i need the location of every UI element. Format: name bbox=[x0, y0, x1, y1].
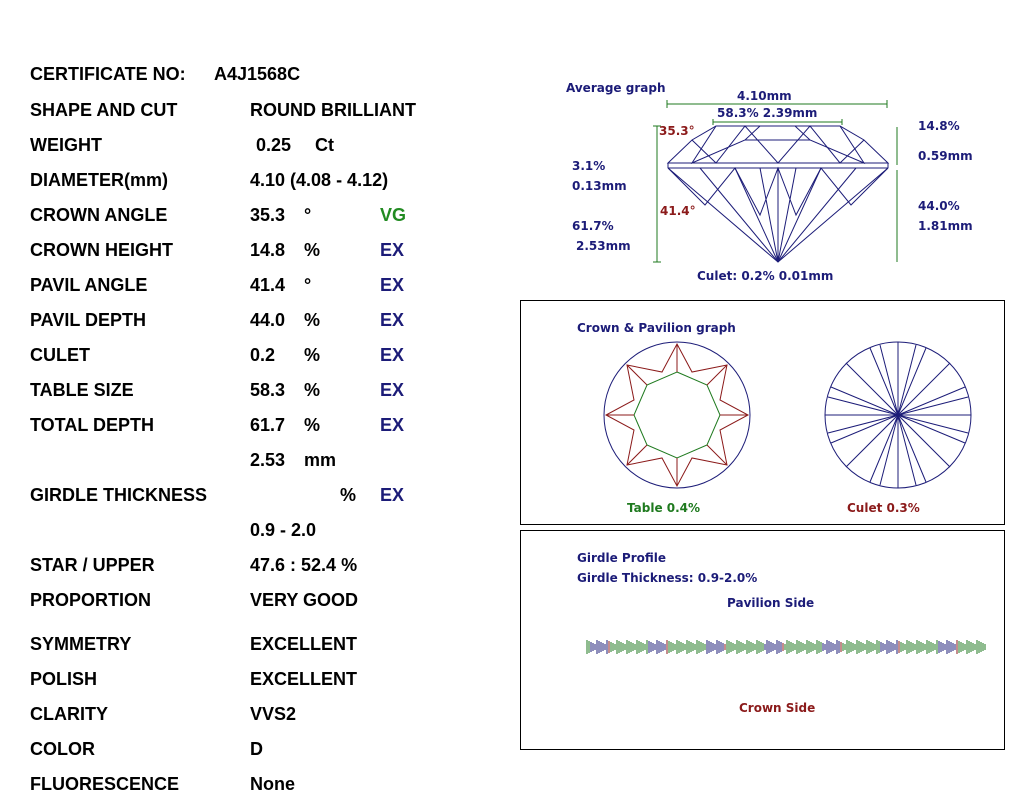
girdle-range: 0.9 - 2.0 bbox=[250, 520, 317, 540]
table-mm-label: 58.3% 2.39mm bbox=[717, 106, 818, 120]
crown-height-label: CROWN HEIGHT bbox=[30, 240, 173, 260]
pavil-angle-label: PAVIL ANGLE bbox=[30, 275, 148, 295]
color-value: D bbox=[250, 739, 263, 759]
total-depth-label: TOTAL DEPTH bbox=[30, 415, 155, 435]
shape-value: ROUND BRILLIANT bbox=[250, 100, 416, 120]
girdle-pct-label: 3.1% bbox=[572, 159, 606, 173]
crown-pavilion-title: Crown & Pavilion graph bbox=[577, 321, 736, 335]
clarity-value: VVS2 bbox=[250, 704, 297, 724]
crown-angle-grade: VG bbox=[380, 205, 407, 225]
pavil-depth-unit: % bbox=[304, 310, 321, 330]
total-depth-mm-label: 2.53mm bbox=[576, 239, 631, 253]
proportion-label: PROPORTION bbox=[30, 590, 152, 610]
certificate-label: CERTIFICATE NO: bbox=[30, 64, 186, 84]
culet-label: CULET bbox=[30, 345, 90, 365]
crown-height-value: 14.8 bbox=[250, 240, 286, 260]
pavil-depth-label: PAVIL DEPTH bbox=[30, 310, 147, 330]
table-size-grade: EX bbox=[380, 380, 405, 400]
pavilion-depth-pct-label: 44.0% bbox=[918, 199, 960, 213]
crown-height-unit: % bbox=[304, 240, 321, 260]
girdle-grade: EX bbox=[380, 485, 405, 505]
shape-label: SHAPE AND CUT bbox=[30, 100, 178, 120]
total-depth-grade: EX bbox=[380, 415, 405, 435]
symmetry-label: SYMMETRY bbox=[30, 634, 132, 654]
culet-pct-label: Culet 0.3% bbox=[847, 501, 920, 515]
pavilion-depth-mm-label: 1.81mm bbox=[918, 219, 973, 233]
table-pct-label: Table 0.4% bbox=[627, 501, 701, 515]
pavil-angle-unit: ° bbox=[304, 275, 312, 295]
fluorescence-label: FLUORESCENCE bbox=[30, 774, 180, 794]
pavil-depth-value: 44.0 bbox=[250, 310, 286, 330]
diameter-label: DIAMETER(mm) bbox=[30, 170, 168, 190]
crown-height-mm-label: 0.59mm bbox=[918, 149, 973, 163]
polish-value: EXCELLENT bbox=[250, 669, 358, 689]
girdle-thickness-label: Girdle Thickness: 0.9-2.0% bbox=[577, 571, 758, 585]
pavil-depth-grade: EX bbox=[380, 310, 405, 330]
culet-grade: EX bbox=[380, 345, 405, 365]
pavil-angle-value: 41.4 bbox=[250, 275, 286, 295]
weight-unit: Ct bbox=[315, 135, 334, 155]
girdle-unit: % bbox=[340, 485, 357, 505]
color-label: COLOR bbox=[30, 739, 95, 759]
weight-value: 0.25 bbox=[256, 135, 292, 155]
culet-diagram-label: Culet: 0.2% 0.01mm bbox=[697, 269, 834, 283]
proportion-value: VERY GOOD bbox=[250, 590, 359, 610]
table-size-unit: % bbox=[304, 380, 321, 400]
star-upper-label: STAR / UPPER bbox=[30, 555, 155, 575]
total-depth-value: 61.7 bbox=[250, 415, 286, 435]
crown-height-grade: EX bbox=[380, 240, 405, 260]
crown-angle-diagram-label: 35.3° bbox=[659, 124, 695, 138]
table-size-label: TABLE SIZE bbox=[30, 380, 134, 400]
clarity-label: CLARITY bbox=[30, 704, 108, 724]
pavil-angle-grade: EX bbox=[380, 275, 405, 295]
total-depth-unit: % bbox=[304, 415, 321, 435]
pavilion-angle-diagram-label: 41.4° bbox=[660, 204, 696, 218]
pavilion-side-label: Pavilion Side bbox=[727, 596, 815, 610]
crown-height-pct-label: 14.8% bbox=[918, 119, 960, 133]
girdle-label: GIRDLE THICKNESS bbox=[30, 485, 208, 505]
total-depth-mm-unit: mm bbox=[304, 450, 337, 470]
total-depth-mm-value: 2.53 bbox=[250, 450, 286, 470]
symmetry-value: EXCELLENT bbox=[250, 634, 358, 654]
polish-label: POLISH bbox=[30, 669, 98, 689]
star-upper-value: 47.6 : 52.4 % bbox=[250, 555, 358, 575]
certificate-number: A4J1568C bbox=[214, 64, 301, 84]
girdle-mm-label: 0.13mm bbox=[572, 179, 627, 193]
table-size-value: 58.3 bbox=[250, 380, 286, 400]
average-graph-title: Average graph bbox=[566, 81, 666, 95]
culet-value: 0.2 bbox=[250, 345, 276, 365]
fluorescence-value: None bbox=[250, 774, 295, 794]
diameter-value: 4.10 (4.08 - 4.12) bbox=[250, 170, 389, 190]
weight-label: WEIGHT bbox=[30, 135, 102, 155]
crown-side-label: Crown Side bbox=[739, 701, 816, 715]
crown-angle-value: 35.3 bbox=[250, 205, 286, 225]
crown-angle-unit: ° bbox=[304, 205, 312, 225]
total-depth-pct-label: 61.7% bbox=[572, 219, 614, 233]
diameter-mm-label: 4.10mm bbox=[737, 89, 792, 103]
culet-unit: % bbox=[304, 345, 321, 365]
girdle-profile-title: Girdle Profile bbox=[577, 551, 667, 565]
crown-angle-label: CROWN ANGLE bbox=[30, 205, 168, 225]
